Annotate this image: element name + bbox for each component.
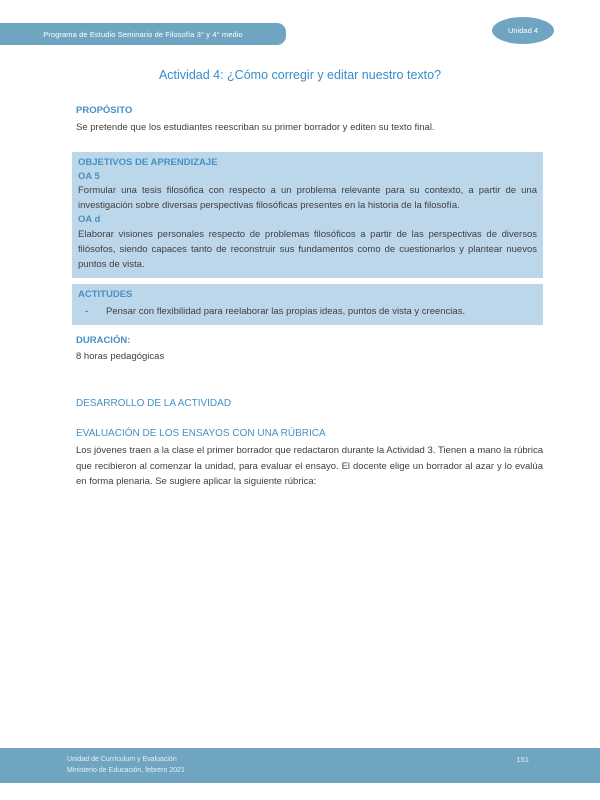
- section-evaluacion: [76, 427, 543, 490]
- section-duracion: [76, 334, 543, 365]
- evaluacion-heading: EVALUACIÓN DE LOS ENSAYOS CON UNA RÚBRICA: [76, 428, 326, 439]
- objetivos-box: [72, 152, 543, 278]
- page-number: 151: [516, 755, 529, 764]
- bullet-dash: -: [85, 305, 89, 317]
- footer-credits: [67, 754, 185, 776]
- proposito-body: Se pretende que los estudiantes reescriban su primer borrador y editen su texto final.: [76, 122, 435, 133]
- program-header-bar: [0, 23, 286, 45]
- proposito-heading: PROPÓSITO: [76, 105, 133, 116]
- section-desarrollo: [76, 397, 543, 410]
- actitudes-item: [78, 304, 537, 319]
- duracion-body: 8 horas pedagógicas: [76, 351, 165, 362]
- oa5-text: Formular una tesis filosófica con respecto a un problema relevante para su contexto, a partir de una investigación sobre diversas perspectivas filosóficas presentes en la historia de la filosofía.: [78, 185, 537, 211]
- unit-badge: [492, 17, 554, 44]
- objetivos-heading: OBJETIVOS DE APRENDIZAJE: [78, 157, 218, 168]
- actitudes-box: [72, 284, 543, 325]
- oad-text: Elaborar visiones personales respecto de problemas filosóficos a partir de las perspectivas de diversos filósofos, siendo capaces tanto de reconstruir sus fundamentos como de cuestionarlos y plantear nuevos puntos de vista.: [78, 228, 537, 270]
- actitudes-text: Pensar con flexibilidad para reelaborar las propias ideas, puntos de vista y creencias.: [106, 305, 466, 317]
- actitudes-heading: ACTITUDES: [78, 289, 133, 300]
- evaluacion-body: Los jóvenes traen a la clase el primer borrador que redactaron durante la Actividad 3. Tienen a mano la rúbrica que recibieron al comenzar la unidad, para evaluar el ensayo. El docente elige un borrador al azar y lo evalúa en forma plenaria. Se sugiere aplicar la siguiente rúbrica:: [76, 445, 543, 487]
- desarrollo-heading: DESARROLLO DE LA ACTIVIDAD: [76, 398, 232, 409]
- program-header-label: Programa de Estudio Seminario de Filosofía 3° y 4° medio: [43, 29, 243, 39]
- oad-code: OA d: [78, 214, 101, 225]
- activity-title: Actividad 4: ¿Cómo corregir y editar nuestro texto?: [158, 68, 442, 82]
- section-proposito: [76, 104, 543, 136]
- duracion-heading: DURACIÓN:: [76, 335, 131, 346]
- footer-line2: Ministerio de Educación, febrero 2021: [67, 767, 185, 774]
- footer-line1: Unidad de Currículum y Evaluación: [67, 756, 177, 763]
- oa5-code: OA 5: [78, 170, 100, 182]
- footer-bar: [0, 748, 600, 783]
- unit-badge-label: Unidad 4: [507, 26, 539, 35]
